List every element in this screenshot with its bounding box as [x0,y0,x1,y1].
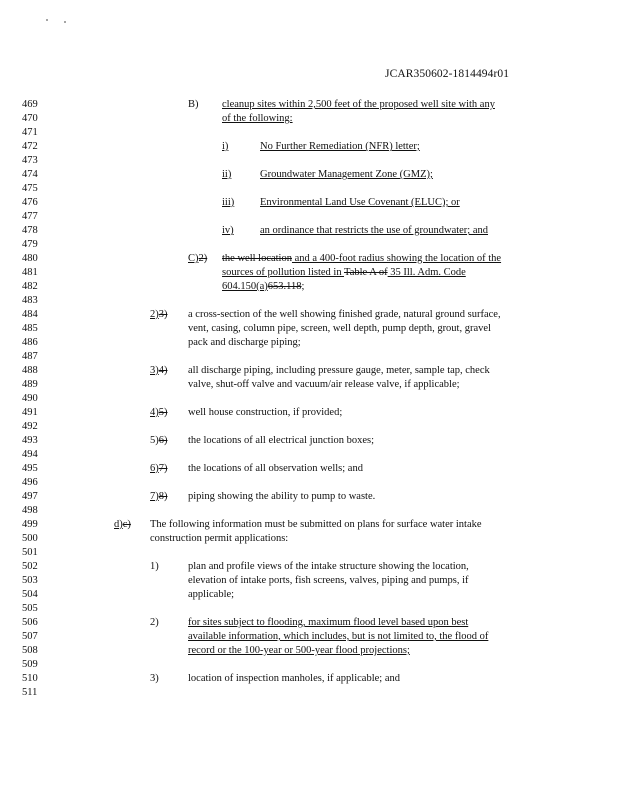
line-number: 496 [22,477,38,488]
item-c-line1 [222,254,501,265]
line-number: 490 [22,393,38,404]
sub-iv-text: an ordinance that restricts the use of groundwater; and [260,225,489,236]
item-b-line2: of the following: [222,113,293,124]
line-number: 509 [22,659,38,670]
line-number: 484 [22,309,38,320]
line-number: 480 [22,253,38,264]
line-number: 485 [22,323,38,334]
item-3-label [150,366,168,377]
item-d1-line3: applicable; [188,589,235,600]
item-7-label-old: 8) [158,491,168,502]
item-4-label-old: 5) [158,407,168,418]
sub-iii-label: iii) [222,197,235,208]
item-4-text: well house construction, if provided; [188,407,343,418]
line-number: 478 [22,225,38,236]
item-5-label [150,436,168,447]
item-2-label-old: 3) [158,309,168,320]
line-number: 506 [22,617,38,628]
line-number: 488 [22,365,38,376]
line-number: 474 [22,169,38,180]
item-5-label-new: 5) [150,435,159,446]
line-number: 472 [22,141,38,152]
item-d3-label: 3) [150,673,159,684]
item-2-label-new: 2) [150,309,159,320]
item-d1-line1: plan and profile views of the intake structure showing the location, [188,561,469,572]
sub-iii-text: Environmental Land Use Covenant (ELUC); or [260,197,460,208]
item-d2-line2: available information, which includes, but is not limited to, the flood of [188,631,489,642]
item-c-line3 [222,282,304,293]
item-7-label-new: 7) [150,491,159,502]
item-2-line1: a cross-section of the well showing finished grade, natural ground surface, [188,309,501,320]
line-number: 497 [22,491,38,502]
line-number: 477 [22,211,38,222]
item-d2-line3: record or the 100-year or 500-year flood projections; [188,645,410,656]
line-number: 505 [22,603,38,614]
line-number: 495 [22,463,38,474]
document-id: JCAR350602-1814494r01 [385,68,510,80]
sub-ii-label: ii) [222,169,232,180]
line-number: 481 [22,267,38,278]
line-number: 469 [22,99,38,110]
scan-speck [64,21,66,23]
item-c-line3-old: 653.118 [267,281,302,292]
item-4-label-new: 4) [150,407,159,418]
sub-iv-label: iv) [222,225,234,236]
scan-speck [46,19,48,21]
item-2-label [150,310,168,321]
line-number: 498 [22,505,38,516]
line-number: 476 [22,197,38,208]
item-c-struck: the well location [222,253,292,264]
item-5-label-old: 6) [158,435,168,446]
line-number: 483 [22,295,38,306]
line-number: 503 [22,575,38,586]
line-number: 508 [22,645,38,656]
item-c-line2-pre: sources of pollution listed in [222,267,345,278]
sub-i-label: i) [222,141,229,152]
item-d1-label: 1) [150,561,159,572]
item-4-label [150,408,168,419]
item-7-label [150,492,168,503]
item-6-label-old: 7) [158,463,168,474]
item-3-line1: all discharge piping, including pressure gauge, meter, sample tap, check [188,365,490,376]
item-6-label-new: 6) [150,463,159,474]
item-3-label-old: 4) [158,365,168,376]
line-number: 473 [22,155,38,166]
item-5-text: the locations of all electrical junction boxes; [188,435,375,446]
line-number: 471 [22,127,38,138]
item-d-label [114,520,131,531]
item-d2-line1: for sites subject to flooding, maximum flood level based upon best [188,617,469,628]
sub-ii-text: Groundwater Management Zone (GMZ); [260,169,433,180]
item-3-line2: valve, shut-off valve and vacuum/air release valve, if applicable; [188,379,460,390]
line-number: 511 [22,687,38,698]
item-3-label-new: 3) [150,365,159,376]
item-d-label-old: c) [122,519,131,530]
line-number: 499 [22,519,38,530]
line-number: 475 [22,183,38,194]
item-d1-line2: elevation of intake ports, fish screens, valves, piping and pumps, if [188,575,469,586]
line-number: 507 [22,631,38,642]
item-7-text: piping showing the ability to pump to waste. [188,491,376,502]
item-c-line2-struck: Table A of [344,267,388,278]
line-number: 500 [22,533,38,544]
item-d2-label: 2) [150,617,159,628]
item-6-label [150,464,168,475]
item-c-line1-rest: and a 400-foot radius showing the location of the [291,253,502,264]
sub-i-text: No Further Remediation (NFR) letter; [260,141,420,152]
line-number: 486 [22,337,38,348]
item-c-line2 [222,268,466,279]
line-number: 494 [22,449,38,460]
item-c-label-new: C) [188,253,199,264]
line-number: 487 [22,351,38,362]
line-number: 504 [22,589,38,600]
item-b-line1: cleanup sites within 2,500 feet of the proposed well site with any [222,99,495,110]
line-number: 492 [22,421,38,432]
item-b-label: B) [188,99,199,110]
item-2-line3: pack and discharge piping; [188,337,301,348]
item-d3-text: location of inspection manholes, if applicable; and [188,673,400,684]
line-number: 479 [22,239,38,250]
item-c-line3-new: 604.150(a) [222,281,268,292]
line-number: 493 [22,435,38,446]
line-number: 501 [22,547,38,558]
item-d-label-new: d) [114,519,123,530]
line-number: 491 [22,407,38,418]
item-2-line2: vent, casing, column pipe, screen, well depth, pump depth, grout, gravel [188,323,491,334]
line-number: 510 [22,673,38,684]
item-d-line1: The following information must be submitted on plans for surface water intake [150,519,482,530]
line-number: 502 [22,561,38,572]
item-c-label-old: 2) [198,253,208,264]
item-c-line2-post: 35 Ill. Adm. Code [387,267,466,278]
line-number: 489 [22,379,38,390]
item-d-line2: construction permit applications: [150,533,289,544]
item-c-line3-end: ; [301,281,305,292]
item-c-label [188,254,207,265]
item-6-text: the locations of all observation wells; and [188,463,363,474]
line-number: 470 [22,113,38,124]
line-number: 482 [22,281,38,292]
